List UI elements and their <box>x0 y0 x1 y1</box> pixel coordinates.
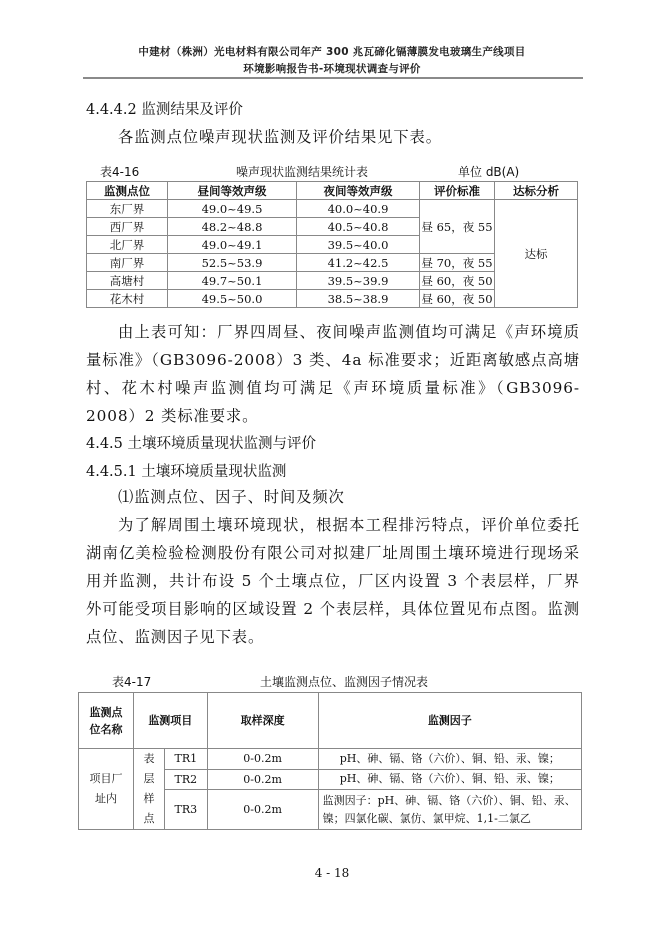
subsection-label: ⑴监测点位、因子、时间及频次 <box>118 488 345 506</box>
cell-point: 南厂界 <box>87 254 168 272</box>
noise-conclusion: 由上表可知：厂界四周昼、夜间噪声监测值均可满足《声环境质量标准》（GB3096-2008）3 类、4a 标准要求；近距离敏感点高塘村、花木村噪声监测值均可满足《声环境质量标准》（GB3096-2008）2 类标准要求。 <box>86 323 580 425</box>
document-header-subtitle: 环境影响报告书-环境现状调查与评价 <box>243 63 421 75</box>
col-header-point-name: 监测点位名称 <box>79 693 134 749</box>
page-number: 4 - 18 <box>314 866 350 880</box>
cell-depth: 0-0.2m <box>207 769 318 790</box>
cell-standard: 昼 60，夜 50 <box>421 273 493 288</box>
cell-point: 西厂界 <box>87 218 168 236</box>
soil-monitoring-table <box>78 692 582 830</box>
table-row <box>87 200 578 218</box>
table-header-row <box>79 693 582 749</box>
cell-sample-type: 表层样点 <box>134 749 165 830</box>
cell-standard: 昼 65，夜 55 <box>420 200 495 254</box>
cell-point: 花木村 <box>87 290 168 308</box>
cell-night: 40.5~40.8 <box>297 218 420 236</box>
cell-point: 东厂界 <box>87 200 168 218</box>
cell-standard: 昼 70，夜 55 <box>421 255 493 270</box>
col-header-standard: 评价标准 <box>420 182 495 200</box>
col-header-analysis: 达标分析 <box>495 182 578 200</box>
cell-group: 项目厂址内 <box>79 749 134 830</box>
table-4-16-title: 噪声现状监测结果统计表 <box>236 165 369 179</box>
cell-day: 52.5~53.9 <box>168 254 297 272</box>
cell-factors: pH、砷、镉、铬（六价）、铜、铅、汞、镍； <box>318 769 581 790</box>
cell-standard: 昼 60，夜 50 <box>421 291 493 306</box>
table-4-17-number: 表4-17 <box>112 675 152 689</box>
section-heading-4442: 4.4.4.2 监测结果及评价 <box>86 102 243 118</box>
table-4-16-number: 表4-16 <box>100 165 140 179</box>
cell-day: 49.0~49.1 <box>168 236 297 254</box>
cell-night: 41.2~42.5 <box>297 254 420 272</box>
table-header-row <box>87 182 578 200</box>
cell-id: TR1 <box>165 749 208 770</box>
cell-day: 49.7~50.1 <box>168 272 297 290</box>
section-heading-4451: 4.4.5.1 土壤环境质量现状监测 <box>86 464 287 480</box>
col-header-day: 昼间等效声级 <box>168 182 297 200</box>
header-rule <box>83 77 583 79</box>
cell-night: 38.5~38.9 <box>297 290 420 308</box>
section-heading-445: 4.4.5 土壤环境质量现状监测与评价 <box>86 436 317 452</box>
cell-factors: 监测因子：pH、砷、镉、铬（六价）、铜、铅、汞、镍；四氯化碳、氯仿、氯甲烷、1,1-二氯乙 <box>318 790 581 830</box>
soil-monitoring-body: 为了解周围土壤环境现状，根据本工程排污特点，评价单位委托湖南亿美检验检测股份有限公司对拟建厂址周围土壤环境进行现场采用并监测，共计布设 5 个土壤点位，厂区内设置 3 个表层样，厂界外可能受项目影响的区域设置 2 个表层样，具体位置见布点图。监测点位、监测因子见下表。 <box>86 516 580 646</box>
cell-depth: 0-0.2m <box>207 749 318 770</box>
noise-monitoring-table <box>86 181 578 308</box>
cell-factors: pH、砷、镉、铬（六价）、铜、铅、汞、镍； <box>318 749 581 770</box>
col-header-item: 监测项目 <box>134 693 208 749</box>
cell-point: 高塘村 <box>87 272 168 290</box>
document-header-title: 中建材（株洲）光电材料有限公司年产 300 兆瓦碲化镉薄膜发电玻璃生产线项目 <box>138 46 526 58</box>
col-header-factors: 监测因子 <box>318 693 581 749</box>
cell-day: 48.2~48.8 <box>168 218 297 236</box>
section-intro: 各监测点位噪声现状监测及评价结果见下表。 <box>118 128 442 146</box>
table-4-16-unit: 单位 dB(A) <box>458 165 520 179</box>
cell-day: 49.0~49.5 <box>168 200 297 218</box>
cell-id: TR2 <box>165 769 208 790</box>
col-header-point: 监测点位 <box>87 182 168 200</box>
table-4-17-title: 土壤监测点位、监测因子情况表 <box>260 675 429 689</box>
table-row <box>79 749 582 770</box>
cell-night: 40.0~40.9 <box>297 200 420 218</box>
cell-depth: 0-0.2m <box>207 790 318 830</box>
cell-day: 49.5~50.0 <box>168 290 297 308</box>
cell-result: 达标 <box>495 200 578 308</box>
cell-id: TR3 <box>165 790 208 830</box>
cell-point: 北厂界 <box>87 236 168 254</box>
col-header-depth: 取样深度 <box>207 693 318 749</box>
col-header-night: 夜间等效声级 <box>297 182 420 200</box>
cell-night: 39.5~40.0 <box>297 236 420 254</box>
cell-night: 39.5~39.9 <box>297 272 420 290</box>
